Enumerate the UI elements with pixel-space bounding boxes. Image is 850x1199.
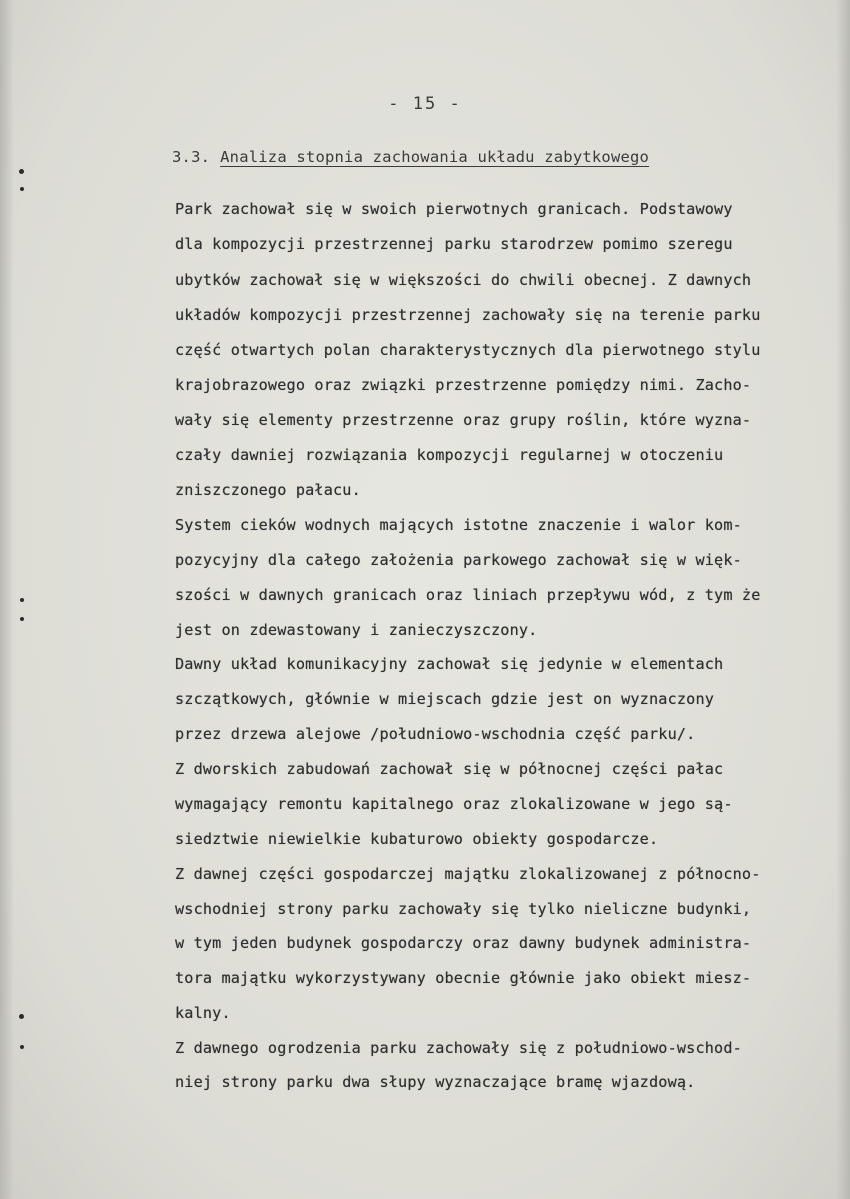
text-line: Dawny układ komunikacyjny zachował się jedynie w elementach [175,655,724,673]
text-line: Z dworskich zabudowań zachował się w północnej części pałac [175,760,724,778]
binder-hole-mark [20,1045,24,1049]
text-line: Park zachował się w swoich pierwotnych granicach. Podstawowy [175,200,733,218]
text-line: szczątkowych, głównie w miejscach gdzie jest on wyznaczony [175,690,715,708]
binder-hole-mark [20,598,24,602]
binder-hole-mark [19,1014,24,1019]
binder-hole-mark [19,169,24,174]
text-line: przez drzewa alejowe /południowo-wschodnia część parku/. [175,725,696,743]
text-line: kalny. [175,1004,231,1022]
text-line: siedztwie niewielkie kubaturowo obiekty gospodarcze. [175,830,659,848]
text-line: System cieków wodnych mających istotne znaczenie i walor kom- [175,516,742,534]
text-line: krajobrazowego oraz związki przestrzenne pomiędzy nimi. Zacho- [175,376,752,394]
text-line: zniszczonego pałacu. [175,481,361,499]
scan-shadow-right [836,0,850,1199]
text-line: niej strony parku dwa słupy wyznaczające bramę wjazdową. [175,1073,696,1091]
text-line: pozycyjny dla całego założenia parkowego zachował się w więk- [175,551,742,569]
text-line: układów kompozycji przestrzennej zachowały się na terenie parku [175,306,761,324]
text-line: wały się elementy przestrzenne oraz grupy roślin, które wyzna- [175,411,752,429]
text-line: szości w dawnych granicach oraz liniach przepływu wód, z tym że [175,586,761,604]
section-heading [172,148,649,166]
text-line: jest on zdewastowany i zanieczyszczony. [175,621,538,639]
text-line: tora majątku wykorzystywany obecnie głównie jako obiekt miesz- [175,969,752,987]
text-line: wschodniej strony parku zachowały się tylko nieliczne budynki, [175,900,752,918]
binder-hole-mark [20,617,24,621]
section-number: 3.3. [172,148,211,166]
scan-shadow-left [0,0,14,1199]
text-line: dla kompozycji przestrzennej parku starodrzew pomimo szeregu [175,235,733,253]
text-line: czały dawniej rozwiązania kompozycji regularnej w otoczeniu [175,446,724,464]
text-line: Z dawnego ogrodzenia parku zachowały się z południowo-wschod- [175,1039,742,1057]
text-line: w tym jeden budynek gospodarczy oraz dawny budynek administra- [175,934,752,952]
text-line: wymagający remontu kapitalnego oraz zlokalizowane w jego są- [175,795,733,813]
binder-hole-mark [20,187,24,191]
text-line: ubytków zachował się w większości do chwili obecnej. Z dawnych [175,271,752,289]
text-line: Z dawnej części gospodarczej majątku zlokalizowanej z północno- [175,865,761,883]
text-line: część otwartych polan charakterystycznych dla pierwotnego stylu [175,341,761,359]
section-title: Analiza stopnia zachowania układu zabytkowego [220,148,650,166]
page-number: - 15 - [388,94,462,114]
